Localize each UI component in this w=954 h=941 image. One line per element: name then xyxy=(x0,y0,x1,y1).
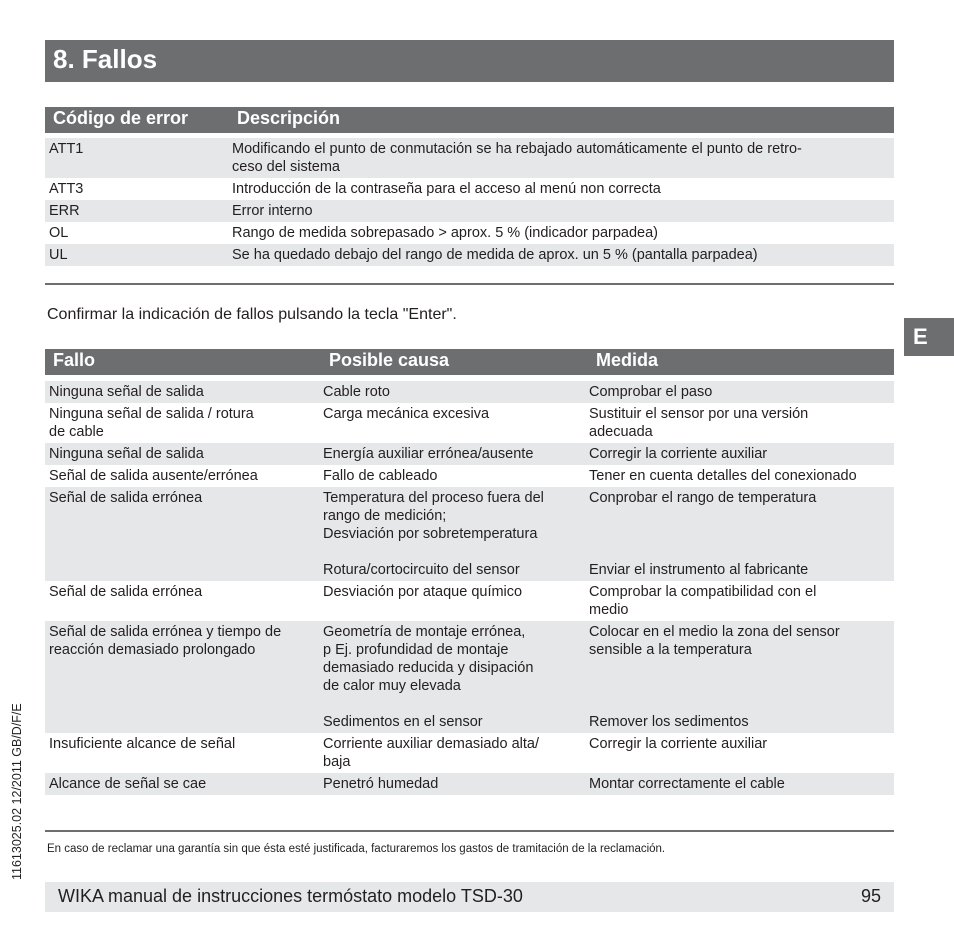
table-bottom-rule xyxy=(45,830,894,832)
measure-cell: Corregir la corriente auxiliar xyxy=(589,736,768,752)
cause-cell: Fallo de cableado xyxy=(323,468,438,484)
page-number: 95 xyxy=(860,886,881,906)
table-row xyxy=(45,244,894,266)
table-row xyxy=(45,697,894,733)
table-row xyxy=(45,381,894,403)
error-code: UL xyxy=(45,244,228,266)
fault-table-header xyxy=(45,349,894,375)
measure-cell: Tener en cuenta detalles del conexionado xyxy=(589,468,857,484)
fault-cell: Insuficiente alcance de señal xyxy=(49,736,236,752)
table-row xyxy=(45,465,894,487)
fault-cell: Ninguna señal de salida xyxy=(45,381,319,403)
error-description xyxy=(228,138,894,178)
table-row xyxy=(45,222,894,244)
cause-cell: Temperatura del proceso fuera del rango de medición; Desviación por sobretemperatura xyxy=(319,487,585,545)
section-title: 8. Fallos xyxy=(53,44,158,74)
cause-cell: Desviación por ataque químico xyxy=(323,584,523,600)
language-tab-label: E xyxy=(913,324,928,349)
table-row xyxy=(45,545,894,581)
measure-cell: Conprobar el rango de temperatura xyxy=(585,487,894,545)
table-row xyxy=(45,487,894,545)
error-table-header xyxy=(45,107,894,133)
cause-cell: Energía auxiliar errónea/ausente xyxy=(319,443,585,465)
measure-cell: Comprobar la compatibilidad con el medio xyxy=(589,584,817,618)
confirm-text: Confirmar la indicación de fallos pulsando la tecla "Enter". xyxy=(47,306,457,323)
cause-cell: Corriente auxiliar demasiado alta/ baja xyxy=(323,736,539,770)
fault-cell: Señal de salida errónea xyxy=(49,584,203,600)
error-description-line1: Modificando el punto de conmutación se ha rebajado automáticamente el punto de retro- xyxy=(232,141,802,157)
fault-cell-empty xyxy=(45,545,319,581)
header-error-code: Código de error xyxy=(53,108,189,128)
error-code-table xyxy=(45,138,894,266)
measure-cell: Colocar en el medio la zona del sensor sensible a la temperatura xyxy=(585,621,894,697)
fault-cell: Señal de salida ausente/errónea xyxy=(49,468,258,484)
header-description: Descripción xyxy=(237,108,341,128)
table-row xyxy=(45,621,894,697)
error-code: OL xyxy=(49,225,69,241)
header-fault: Fallo xyxy=(53,350,96,370)
page-footer xyxy=(45,882,894,912)
measure-cell: Remover los sedimentos xyxy=(585,697,894,733)
error-code: ATT1 xyxy=(45,138,228,178)
table-row xyxy=(45,200,894,222)
measure-cell: Sustituir el sensor por una versión adecuada xyxy=(589,406,809,440)
fault-cell: Alcance de señal se cae xyxy=(45,773,319,795)
table-row xyxy=(45,581,894,621)
table-row xyxy=(45,178,894,200)
cause-cell: Geometría de montaje errónea, p Ej. profundidad de montaje demasiado reducida y disipación de calor muy elevada xyxy=(319,621,585,697)
measure-cell: Corregir la corriente auxiliar xyxy=(585,443,894,465)
fault-cell: Señal de salida errónea xyxy=(45,487,319,545)
error-description: Se ha quedado debajo del rango de medida de aprox. un 5 % (pantalla parpadea) xyxy=(228,244,894,266)
fault-table xyxy=(45,381,894,795)
language-tab xyxy=(904,318,954,356)
measure-cell: Enviar el instrumento al fabricante xyxy=(585,545,894,581)
error-code: ERR xyxy=(45,200,228,222)
error-description-line2: ceso del sistema xyxy=(232,159,340,175)
fault-cell-empty xyxy=(45,697,319,733)
error-description: Introducción de la contraseña para el acceso al menú non correcta xyxy=(232,181,661,197)
cause-cell: Carga mecánica excesiva xyxy=(323,406,490,422)
measure-cell: Comprobar el paso xyxy=(585,381,894,403)
fault-cell: Ninguna señal de salida / rotura de cable xyxy=(49,406,254,440)
error-code: ATT3 xyxy=(49,181,84,197)
table-bottom-rule xyxy=(45,283,894,285)
cause-cell: Sedimentos en el sensor xyxy=(319,697,585,733)
table-row xyxy=(45,138,894,178)
measure-cell: Montar correctamente el cable xyxy=(585,773,894,795)
table-row xyxy=(45,733,894,773)
fault-cell: Señal de salida errónea y tiempo de reacción demasiado prolongado xyxy=(45,621,319,697)
table-row xyxy=(45,773,894,795)
cause-cell: Rotura/cortocircuito del sensor xyxy=(319,545,585,581)
footer-text: WIKA manual de instrucciones termóstato modelo TSD-30 xyxy=(58,886,523,906)
cause-cell: Penetró humedad xyxy=(319,773,585,795)
error-description: Error interno xyxy=(228,200,894,222)
section-title-bar xyxy=(45,40,894,82)
fault-cell: Ninguna señal de salida xyxy=(45,443,319,465)
table-row xyxy=(45,403,894,443)
warranty-note: En caso de reclamar una garantía sin que ésta esté justificada, facturaremos los gastos de tramitación de la reclamación. xyxy=(47,843,666,855)
header-measure: Medida xyxy=(596,350,659,370)
cause-cell: Cable roto xyxy=(319,381,585,403)
header-cause: Posible causa xyxy=(329,350,450,370)
table-row xyxy=(45,443,894,465)
error-description: Rango de medida sobrepasado > aprox. 5 % (indicador parpadea) xyxy=(232,225,659,241)
document-code: 11613025.02 12/2011 GB/D/F/E xyxy=(10,703,24,880)
